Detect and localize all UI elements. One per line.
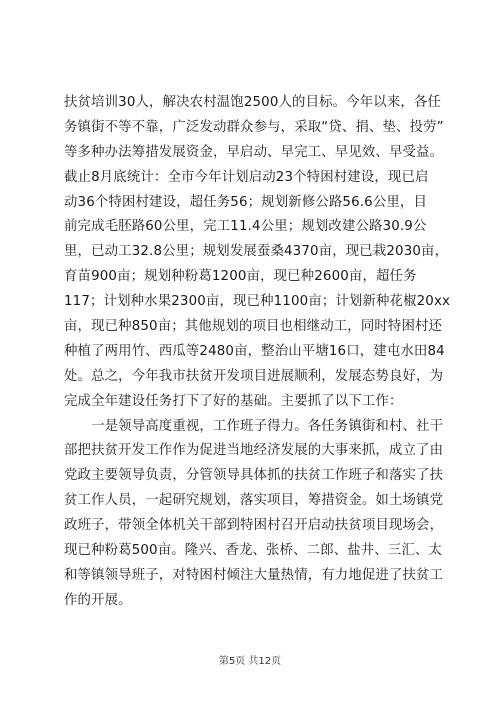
text-line: 和等镇领导班子，对特困村倾注大量热情，有力地促进了扶贫工 bbox=[64, 567, 444, 583]
text-line: 等多种办法筹措发展资金，早启动、早完工、早见效、早受益。 bbox=[64, 144, 444, 160]
body-text bbox=[64, 91, 451, 614]
text-line: 部把扶贫开发工作作为促进当地经济发展的大事来抓，成立了由 bbox=[64, 443, 444, 459]
text-line: 处。总之，今年我市扶贫开发项目进展顺利，发展态势良好，为 bbox=[64, 368, 444, 384]
text-line: 动36个特困村建设，超任务56；规划新修公路56.6公里，目 bbox=[64, 194, 427, 210]
text-line: 党政主要领导负责，分管领导具体抓的扶贫工作班子和落实了扶 bbox=[64, 468, 444, 484]
text-line: 务镇街不等不靠，广泛发动群众参与，采取“贷、捐、垫、投劳” bbox=[64, 119, 444, 135]
text-line: 贫工作人员，一起研究规划，落实项目，筹措资金。如土场镇党 bbox=[64, 493, 444, 509]
text-line: 完成全年建设任务打下了好的基础。主要抓了以下工作： bbox=[64, 393, 403, 409]
text-line: 种植了两用竹、西瓜等2480亩，整治山平塘16口，建屯水田84 bbox=[64, 343, 445, 359]
text-line: 截止8月底统计：全市今年计划启动23个特困村建设，现已启 bbox=[64, 169, 429, 185]
text-line: 政班子，带领全体机关干部到特困村召开启动扶贫项目现场会， bbox=[64, 518, 444, 534]
text-line: 亩，现已种850亩；其他规划的项目也相继动工，同时特困村还 bbox=[64, 319, 443, 335]
text-line: 现已种粉葛500亩。隆兴、香龙、张桥、二郎、盐井、三汇、太 bbox=[64, 543, 443, 559]
text-line: 扶贫培训30人，解决农村温饱2500人的目标。今年以来，各任 bbox=[64, 95, 441, 110]
text-line: 里，已动工32.8公里；规划发展蚕桑4370亩，现已栽2030亩， bbox=[64, 244, 449, 260]
text-line: 117；计划种水果2300亩，现已种1100亩；计划新种花椒20xx bbox=[64, 294, 451, 310]
text-line: 一是领导高度重视，工作班子得力。各任务镇街和村、社干 bbox=[64, 418, 444, 434]
text-line: 育苗900亩；规划种粉葛1200亩，现已种2600亩，超任务 bbox=[64, 269, 417, 285]
text-line: 作的开展。 bbox=[64, 592, 132, 608]
page-footer: 第5页 共12页 bbox=[218, 656, 282, 667]
text-line: 前完成毛胚路60公里，完工11.4公里；规划改建公路30.9公 bbox=[64, 219, 427, 235]
